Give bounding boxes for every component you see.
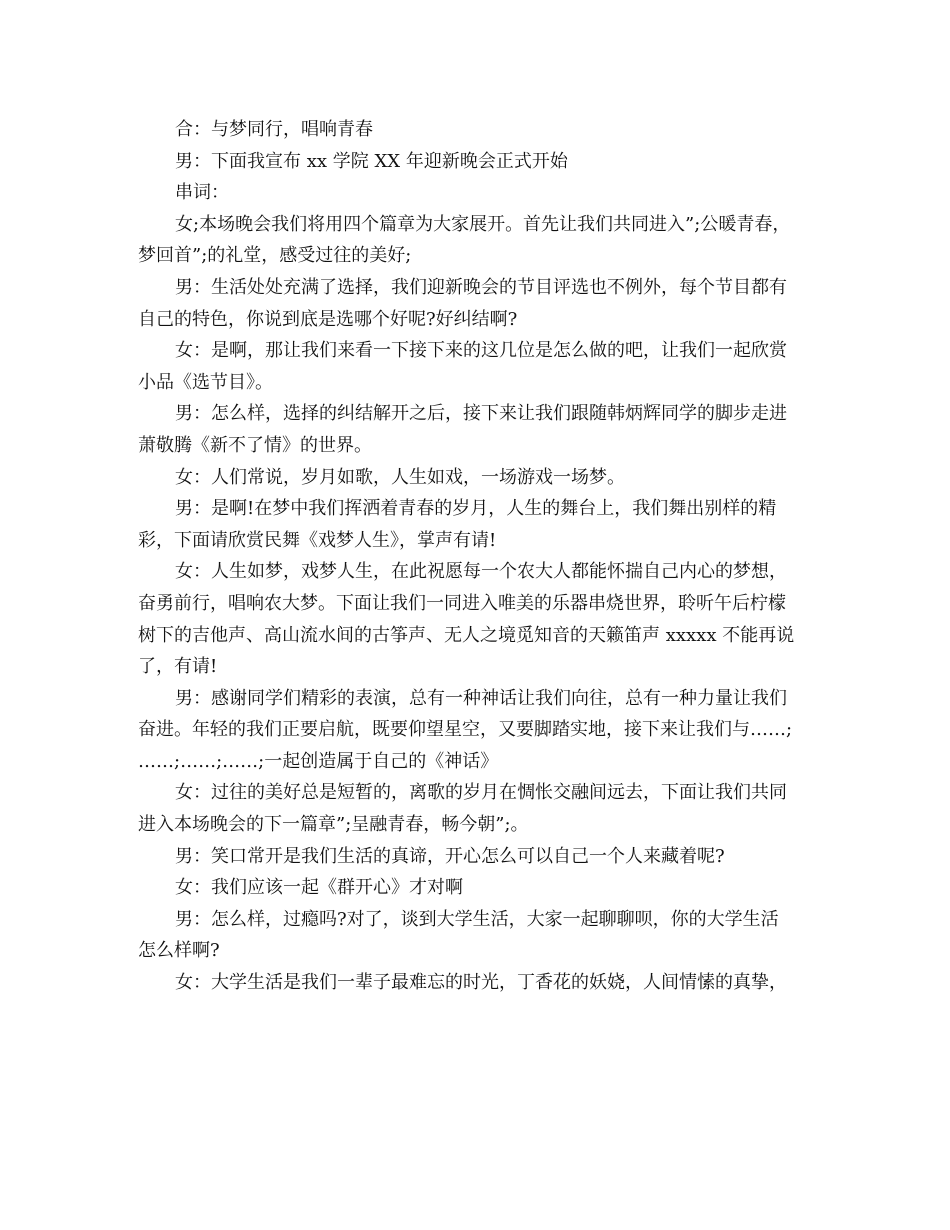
text-line: 女;本场晚会我们将用四个篇章为大家展开。首先让我们共同进入”;公暖青春， [175, 213, 791, 235]
text-line: 萧敬腾《新不了情》的世界。 [138, 434, 372, 456]
text-line: 男：怎么样，过瘾吗?对了，谈到大学生活，大家一起聊聊呗，你的大学生活 [175, 908, 779, 930]
text-line: 奋进。年轻的我们正要启航，既要仰望星空，又要脚踏实地，接下来让我们与……; [138, 719, 793, 741]
text-line: 男：下面我宣布 xx 学院 XX 年迎新晚会正式开始 [175, 150, 568, 172]
text-line: 女：人们常说，岁月如歌，人生如戏，一场游戏一场梦。 [175, 466, 625, 488]
text-line: 小品《选节目》。 [138, 371, 273, 393]
text-line: 女：人生如梦，戏梦人生，在此祝愿每一个农大人都能怀揣自己内心的梦想， [175, 561, 787, 583]
text-line: 串词： [175, 182, 229, 204]
text-line: 女：我们应该一起《群开心》才对啊 [175, 877, 463, 899]
text-line: 了，有请! [138, 656, 218, 678]
text-line: 男：笑口常开是我们生活的真谛，开心怎么可以自己一个人来藏着呢? [175, 845, 725, 867]
text-line: 彩，下面请欣赏民舞《戏梦人生》，掌声有请! [138, 529, 497, 551]
text-line: 女：过往的美好总是短暂的，离歌的岁月在惆怅交融间远去，下面让我们共同 [175, 782, 787, 804]
text-line: 树下的吉他声、高山流水间的古筝声、无人之境觅知音的天籁笛声 xxxxx 不能再说 [138, 624, 795, 646]
text-line: 男：感谢同学们精彩的表演，总有一种神话让我们向往，总有一种力量让我们 [175, 687, 787, 709]
text-line: 女：是啊，那让我们来看一下接下来的这几位是怎么做的吧，让我们一起欣赏 [175, 340, 787, 362]
text-line: 合：与梦同行，唱响青春 [175, 119, 373, 140]
document-body [138, 114, 813, 999]
text-line: 男：是啊!在梦中我们挥洒着青春的岁月，人生的舞台上，我们舞出别样的精 [175, 498, 777, 520]
text-line: 男：怎么样，选择的纠结解开之后，接下来让我们跟随韩炳辉同学的脚步走进 [175, 403, 787, 425]
text-line: 进入本场晚会的下一篇章”;呈融青春，畅今朝”;。 [138, 814, 529, 836]
text-line: 怎么样啊? [138, 940, 220, 962]
text-line: 奋勇前行，唱响农大梦。下面让我们一同进入唯美的乐器串烧世界，聆听午后柠檬 [138, 592, 786, 614]
text-line: ……;……;……;一起创造属于自己的《神话》 [138, 750, 499, 772]
text-line: 自己的特色，你说到底是选哪个好呢?好纠结啊? [138, 308, 518, 330]
text-line: 男：生活处处充满了选择，我们迎新晚会的节目评选也不例外，每个节目都有 [175, 276, 787, 298]
text-line: 女：大学生活是我们一辈子最难忘的时光，丁香花的妖娆，人间情愫的真挚， [175, 972, 787, 994]
text-line: 梦回首”;的礼堂，感受过往的美好; [138, 245, 412, 267]
